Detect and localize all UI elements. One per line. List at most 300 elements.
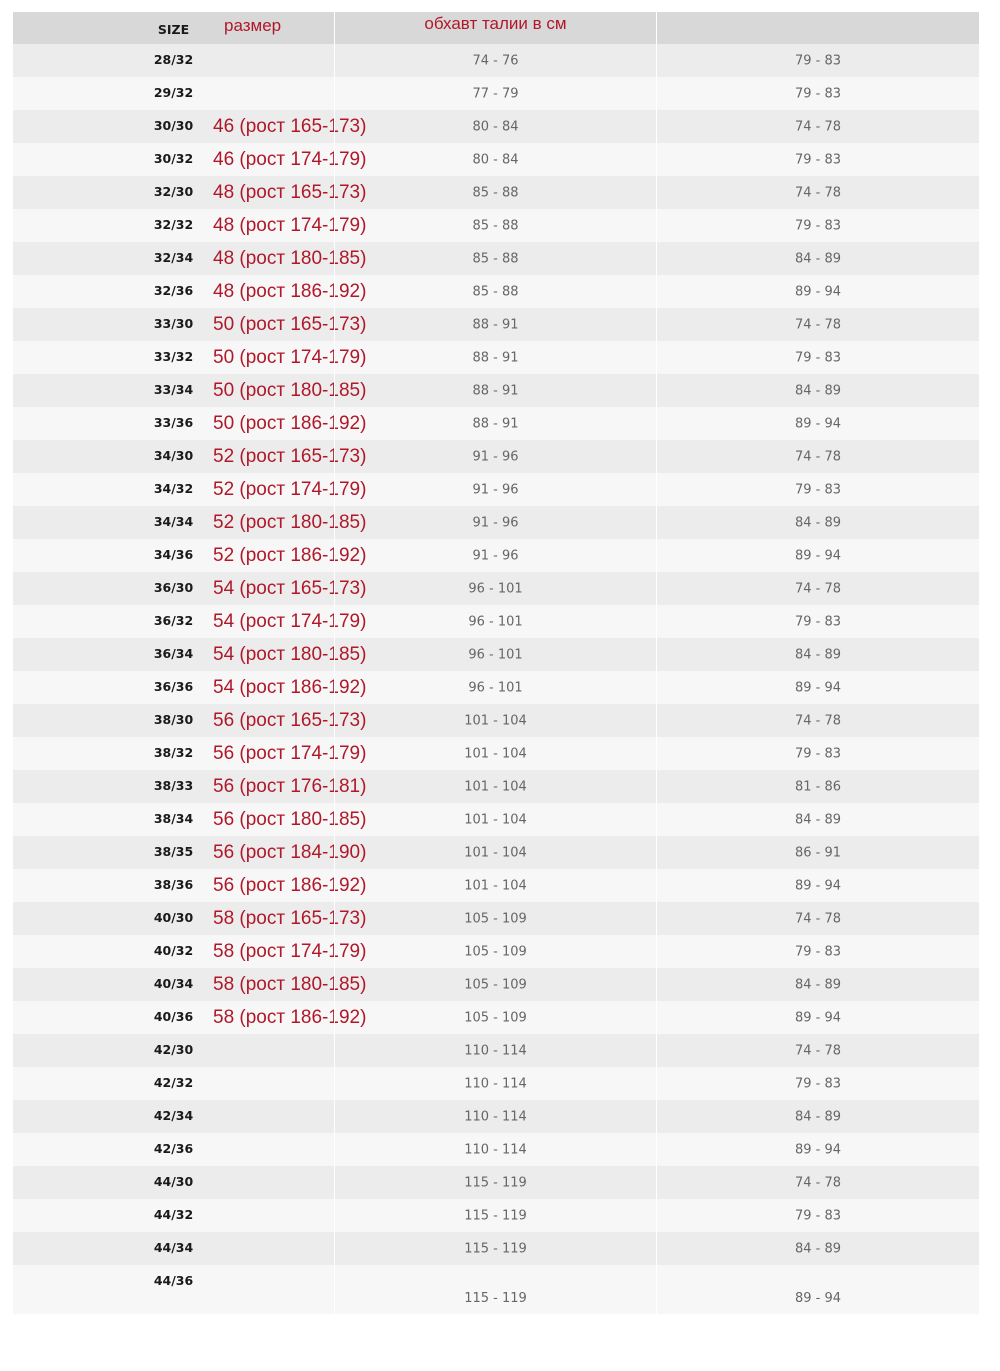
- inseam-cell: [656, 737, 979, 770]
- inseam-value: 74 - 78: [794, 581, 842, 596]
- size-cell: [13, 803, 367, 836]
- inseam-cell: [656, 1133, 979, 1166]
- waist-cell: [334, 275, 656, 308]
- table-row: [13, 1133, 979, 1166]
- size-cell: [13, 968, 367, 1001]
- table-row: [13, 1100, 979, 1133]
- waist-value: 85 - 88: [472, 284, 519, 299]
- ru-size: 48 (рост 174-179): [213, 214, 367, 236]
- inseam-value: 89 - 94: [794, 1291, 842, 1306]
- ru-size: 52 (рост 180-185): [213, 511, 367, 533]
- inseam-cell: [656, 935, 979, 968]
- ru-size: 54 (рост 174-179): [213, 610, 367, 632]
- us-size: 34/32: [153, 480, 194, 496]
- waist-value: 77 - 79: [472, 86, 519, 101]
- us-size: 36/36: [153, 678, 194, 694]
- waist-cell: [334, 506, 656, 539]
- inseam-cell: [656, 473, 979, 506]
- waist-cell: [334, 1133, 656, 1166]
- waist-cell: [334, 1067, 656, 1100]
- ru-size: 54 (рост 165-173): [213, 577, 367, 599]
- table-row: [13, 1034, 979, 1067]
- waist-cell: [334, 44, 656, 77]
- table-row: [13, 275, 979, 308]
- us-size: 44/32: [153, 1206, 194, 1222]
- size-chart-table: [13, 12, 979, 1314]
- waist-value: 85 - 88: [472, 218, 519, 233]
- ru-size: 54 (рост 180-185): [213, 643, 367, 665]
- us-size: 34/34: [153, 513, 194, 529]
- inseam-value: 79 - 83: [794, 152, 842, 167]
- ru-size: 58 (рост 174-179): [213, 940, 367, 962]
- inseam-value: 89 - 94: [794, 1010, 842, 1025]
- us-size: 30/30: [153, 117, 194, 133]
- us-size: 38/33: [153, 777, 194, 793]
- waist-cell: [334, 539, 656, 572]
- ru-size: 50 (рост 174-179): [213, 346, 367, 368]
- inseam-cell: [656, 176, 979, 209]
- waist-value: 96 - 101: [468, 647, 523, 662]
- us-size: 29/32: [153, 84, 194, 100]
- inseam-value: 89 - 94: [794, 284, 842, 299]
- us-size: 42/34: [153, 1107, 194, 1123]
- inseam-cell: [656, 1232, 979, 1265]
- size-cell: [13, 1067, 334, 1100]
- us-size: 40/36: [153, 1008, 194, 1024]
- us-size: 28/32: [153, 51, 194, 67]
- us-size: 44/36: [153, 1273, 194, 1288]
- inseam-cell: [656, 704, 979, 737]
- inseam-cell: [656, 1067, 979, 1100]
- waist-cell: [334, 737, 656, 770]
- inseam-value: 89 - 94: [794, 680, 842, 695]
- inseam-cell: [656, 275, 979, 308]
- us-size: 44/30: [153, 1173, 194, 1189]
- us-size: 32/34: [153, 249, 194, 265]
- inseam-cell: [656, 440, 979, 473]
- inseam-value: 86 - 91: [794, 845, 842, 860]
- us-size: 32/30: [153, 183, 194, 199]
- ru-size: 48 (рост 186-192): [213, 280, 367, 302]
- inseam-cell: [656, 44, 979, 77]
- table-row: [13, 1067, 979, 1100]
- inseam-cell: [656, 1166, 979, 1199]
- table-row: [13, 374, 979, 407]
- us-size: 40/32: [153, 942, 194, 958]
- table-row: [13, 572, 979, 605]
- size-cell: [13, 704, 367, 737]
- inseam-value: 79 - 83: [794, 218, 842, 233]
- us-size: 40/34: [153, 975, 194, 991]
- size-cell: [13, 770, 367, 803]
- waist-value: 110 - 114: [464, 1076, 527, 1091]
- table-row: [13, 77, 979, 110]
- inseam-cell: [656, 77, 979, 110]
- inseam-cell: [656, 209, 979, 242]
- inseam-cell: [656, 836, 979, 869]
- us-size: 32/36: [153, 282, 194, 298]
- ru-size: 56 (рост 180-185): [213, 808, 367, 830]
- waist-cell: [334, 605, 656, 638]
- table-row: [13, 1265, 979, 1314]
- size-cell: [13, 902, 367, 935]
- waist-value: 91 - 96: [472, 482, 519, 497]
- inseam-cell: [656, 902, 979, 935]
- inseam-value: 74 - 78: [794, 119, 842, 134]
- waist-cell: [334, 374, 656, 407]
- inseam-cell: [656, 572, 979, 605]
- waist-value: 96 - 101: [468, 614, 523, 629]
- us-size: 33/34: [153, 381, 194, 397]
- waist-cell: [334, 77, 656, 110]
- us-size: 30/32: [153, 150, 194, 166]
- table-row: [13, 176, 979, 209]
- inseam-cell: [656, 638, 979, 671]
- waist-value: 91 - 96: [472, 449, 519, 464]
- waist-cell: [334, 242, 656, 275]
- inseam-value: 79 - 83: [794, 746, 842, 761]
- us-size: 38/35: [153, 843, 194, 859]
- waist-cell: [334, 935, 656, 968]
- ru-size: 54 (рост 186-192): [213, 676, 367, 698]
- waist-cell: [334, 1100, 656, 1133]
- waist-cell: [334, 1232, 656, 1265]
- table-row: [13, 1232, 979, 1265]
- waist-cell: [334, 572, 656, 605]
- size-cell: [13, 1034, 334, 1067]
- size-cell: [13, 110, 367, 143]
- size-cell: [13, 1133, 334, 1166]
- ru-size: 52 (рост 186-192): [213, 544, 367, 566]
- inseam-cell: [656, 869, 979, 902]
- us-size: 34/36: [153, 546, 194, 562]
- waist-value: 105 - 109: [464, 977, 527, 992]
- size-cell: [13, 77, 334, 110]
- inseam-cell: [656, 605, 979, 638]
- inseam-cell: [656, 506, 979, 539]
- waist-value: 101 - 104: [464, 878, 527, 893]
- size-cell: [13, 308, 367, 341]
- waist-value: 96 - 101: [468, 581, 523, 596]
- waist-value: 115 - 119: [464, 1208, 527, 1223]
- table-row: [13, 539, 979, 572]
- table-row: [13, 803, 979, 836]
- inseam-cell: [656, 539, 979, 572]
- inseam-value: 74 - 78: [794, 713, 842, 728]
- size-cell: [13, 143, 367, 176]
- waist-cell: [334, 341, 656, 374]
- inseam-value: 79 - 83: [794, 614, 842, 629]
- table-row: [13, 737, 979, 770]
- inseam-value: 84 - 89: [794, 383, 842, 398]
- waist-value: 105 - 109: [464, 911, 527, 926]
- waist-cell: [334, 671, 656, 704]
- size-cell: [13, 935, 367, 968]
- us-size: 38/32: [153, 744, 194, 760]
- size-cell: [13, 638, 367, 671]
- waist-value: 88 - 91: [472, 416, 519, 431]
- size-cell: [13, 506, 367, 539]
- size-cell: [13, 275, 367, 308]
- ru-size: 56 (рост 186-192): [213, 874, 367, 896]
- waist-value: 101 - 104: [464, 845, 527, 860]
- inseam-value: 84 - 89: [794, 515, 842, 530]
- us-size: 33/36: [153, 414, 194, 430]
- inseam-cell: [656, 770, 979, 803]
- ru-size: 48 (рост 165-173): [213, 181, 367, 203]
- ru-size: 56 (рост 176-181): [213, 775, 367, 797]
- waist-value: 115 - 119: [464, 1175, 527, 1190]
- header-size-cell: [13, 12, 334, 44]
- waist-cell: [334, 968, 656, 1001]
- ru-size: 48 (рост 180-185): [213, 247, 367, 269]
- waist-value: 101 - 104: [464, 713, 527, 728]
- inseam-value: 79 - 83: [794, 482, 842, 497]
- inseam-cell: [656, 671, 979, 704]
- inseam-value: 89 - 94: [794, 1142, 842, 1157]
- size-cell: [13, 341, 367, 374]
- ru-size: 46 (рост 174-179): [213, 148, 367, 170]
- header-waist-label: обхавт талии в см: [424, 14, 567, 33]
- waist-value: 110 - 114: [464, 1142, 527, 1157]
- table-row: [13, 704, 979, 737]
- us-size: 38/36: [153, 876, 194, 892]
- size-cell: [13, 836, 367, 869]
- table-row: [13, 1001, 979, 1034]
- waist-cell: [334, 1265, 656, 1314]
- waist-value: 88 - 91: [472, 383, 519, 398]
- header-waist-cell: [334, 12, 656, 44]
- ru-size: 58 (рост 180-185): [213, 973, 367, 995]
- table-row: [13, 308, 979, 341]
- inseam-value: 79 - 83: [794, 53, 842, 68]
- inseam-cell: [656, 242, 979, 275]
- us-size: 33/32: [153, 348, 194, 364]
- table-row: [13, 902, 979, 935]
- size-cell: [13, 44, 334, 77]
- waist-cell: [334, 836, 656, 869]
- inseam-cell: [656, 1001, 979, 1034]
- table-row: [13, 209, 979, 242]
- inseam-value: 74 - 78: [794, 317, 842, 332]
- waist-cell: [334, 902, 656, 935]
- size-cell: [13, 1100, 334, 1133]
- waist-value: 105 - 109: [464, 1010, 527, 1025]
- waist-cell: [334, 770, 656, 803]
- waist-cell: [334, 440, 656, 473]
- ru-size: 58 (рост 165-173): [213, 907, 367, 929]
- table-row: [13, 770, 979, 803]
- inseam-value: 79 - 83: [794, 86, 842, 101]
- ru-size: 56 (рост 184-190): [213, 841, 367, 863]
- us-size: 38/34: [153, 810, 194, 826]
- table-row: [13, 506, 979, 539]
- us-size: 42/36: [153, 1140, 194, 1156]
- inseam-value: 74 - 78: [794, 911, 842, 926]
- waist-value: 105 - 109: [464, 944, 527, 959]
- waist-value: 101 - 104: [464, 779, 527, 794]
- inseam-value: 84 - 89: [794, 1241, 842, 1256]
- table-body: [13, 44, 979, 1314]
- inseam-cell: [656, 1100, 979, 1133]
- us-size: 33/30: [153, 315, 194, 331]
- inseam-value: 79 - 83: [794, 350, 842, 365]
- table-row: [13, 242, 979, 275]
- header-col3-cell: [656, 12, 979, 44]
- waist-value: 110 - 114: [464, 1109, 527, 1124]
- size-cell: [13, 737, 367, 770]
- waist-value: 74 - 76: [472, 53, 519, 68]
- waist-cell: [334, 1001, 656, 1034]
- inseam-cell: [656, 1265, 979, 1314]
- table-row: [13, 638, 979, 671]
- table-row: [13, 341, 979, 374]
- waist-cell: [334, 638, 656, 671]
- waist-value: 85 - 88: [472, 251, 519, 266]
- inseam-value: 84 - 89: [794, 977, 842, 992]
- inseam-value: 74 - 78: [794, 1175, 842, 1190]
- inseam-cell: [656, 1199, 979, 1232]
- inseam-value: 89 - 94: [794, 878, 842, 893]
- table-row: [13, 935, 979, 968]
- table-row: [13, 440, 979, 473]
- header-size-label: SIZE: [157, 22, 190, 37]
- us-size: 36/30: [153, 579, 194, 595]
- waist-value: 91 - 96: [472, 548, 519, 563]
- inseam-value: 89 - 94: [794, 416, 842, 431]
- waist-cell: [334, 209, 656, 242]
- inseam-value: 84 - 89: [794, 812, 842, 827]
- size-cell: [13, 1001, 367, 1034]
- table-row: [13, 836, 979, 869]
- us-size: 34/30: [153, 447, 194, 463]
- table-row: [13, 671, 979, 704]
- inseam-value: 84 - 89: [794, 251, 842, 266]
- waist-value: 101 - 104: [464, 746, 527, 761]
- waist-cell: [334, 704, 656, 737]
- us-size: 36/34: [153, 645, 194, 661]
- ru-size: 52 (рост 174-179): [213, 478, 367, 500]
- table-row: [13, 473, 979, 506]
- size-cell: [13, 572, 367, 605]
- waist-value: 91 - 96: [472, 515, 519, 530]
- inseam-value: 79 - 83: [794, 1076, 842, 1091]
- table-header-row: [13, 12, 979, 44]
- size-cell: [13, 209, 367, 242]
- size-cell: [13, 407, 367, 440]
- inseam-cell: [656, 968, 979, 1001]
- header-ru-size-label: размер: [224, 16, 282, 35]
- table-row: [13, 143, 979, 176]
- size-cell: [13, 1232, 334, 1265]
- inseam-cell: [656, 341, 979, 374]
- ru-size: 56 (рост 165-173): [213, 709, 367, 731]
- inseam-cell: [656, 143, 979, 176]
- waist-value: 110 - 114: [464, 1043, 527, 1058]
- waist-cell: [334, 473, 656, 506]
- waist-value: 101 - 104: [464, 812, 527, 827]
- waist-cell: [334, 176, 656, 209]
- size-cell: [13, 440, 367, 473]
- table-row: [13, 1166, 979, 1199]
- inseam-cell: [656, 374, 979, 407]
- waist-cell: [334, 1199, 656, 1232]
- waist-cell: [334, 143, 656, 176]
- ru-size: 50 (рост 186-192): [213, 412, 367, 434]
- waist-cell: [334, 803, 656, 836]
- size-cell: [13, 869, 367, 902]
- us-size: 36/32: [153, 612, 194, 628]
- inseam-value: 89 - 94: [794, 548, 842, 563]
- waist-cell: [334, 110, 656, 143]
- waist-value: 85 - 88: [472, 185, 519, 200]
- waist-value: 80 - 84: [472, 152, 519, 167]
- waist-cell: [334, 1166, 656, 1199]
- size-cell: [13, 1265, 334, 1314]
- ru-size: 46 (рост 165-173): [213, 115, 367, 137]
- ru-size: 50 (рост 180-185): [213, 379, 367, 401]
- ru-size: 50 (рост 165-173): [213, 313, 367, 335]
- inseam-value: 79 - 83: [794, 944, 842, 959]
- inseam-cell: [656, 1034, 979, 1067]
- us-size: 44/34: [153, 1239, 194, 1255]
- waist-value: 96 - 101: [468, 680, 523, 695]
- size-cell: [13, 242, 367, 275]
- inseam-value: 74 - 78: [794, 449, 842, 464]
- size-cell: [13, 671, 367, 704]
- us-size: 38/30: [153, 711, 194, 727]
- inseam-cell: [656, 308, 979, 341]
- inseam-value: 79 - 83: [794, 1208, 842, 1223]
- waist-value: 88 - 91: [472, 317, 519, 332]
- waist-cell: [334, 1034, 656, 1067]
- inseam-value: 84 - 89: [794, 1109, 842, 1124]
- inseam-value: 81 - 86: [794, 779, 842, 794]
- size-cell: [13, 176, 367, 209]
- waist-cell: [334, 407, 656, 440]
- size-cell: [13, 605, 367, 638]
- ru-size: 58 (рост 186-192): [213, 1006, 367, 1028]
- inseam-cell: [656, 803, 979, 836]
- waist-value: 115 - 119: [464, 1291, 527, 1306]
- inseam-cell: [656, 407, 979, 440]
- waist-value: 80 - 84: [472, 119, 519, 134]
- waist-value: 88 - 91: [472, 350, 519, 365]
- size-cell: [13, 539, 367, 572]
- waist-value: 115 - 119: [464, 1241, 527, 1256]
- table-row: [13, 44, 979, 77]
- inseam-value: 74 - 78: [794, 1043, 842, 1058]
- table-row: [13, 407, 979, 440]
- size-cell: [13, 473, 367, 506]
- table-row: [13, 605, 979, 638]
- us-size: 42/32: [153, 1074, 194, 1090]
- us-size: 42/30: [153, 1041, 194, 1057]
- inseam-value: 84 - 89: [794, 647, 842, 662]
- table-row: [13, 968, 979, 1001]
- ru-size: 56 (рост 174-179): [213, 742, 367, 764]
- table-row: [13, 1199, 979, 1232]
- size-cell: [13, 1166, 334, 1199]
- waist-cell: [334, 308, 656, 341]
- table-row: [13, 110, 979, 143]
- size-cell: [13, 374, 367, 407]
- inseam-cell: [656, 110, 979, 143]
- waist-cell: [334, 869, 656, 902]
- table-row: [13, 869, 979, 902]
- size-cell: [13, 1199, 334, 1232]
- inseam-value: 74 - 78: [794, 185, 842, 200]
